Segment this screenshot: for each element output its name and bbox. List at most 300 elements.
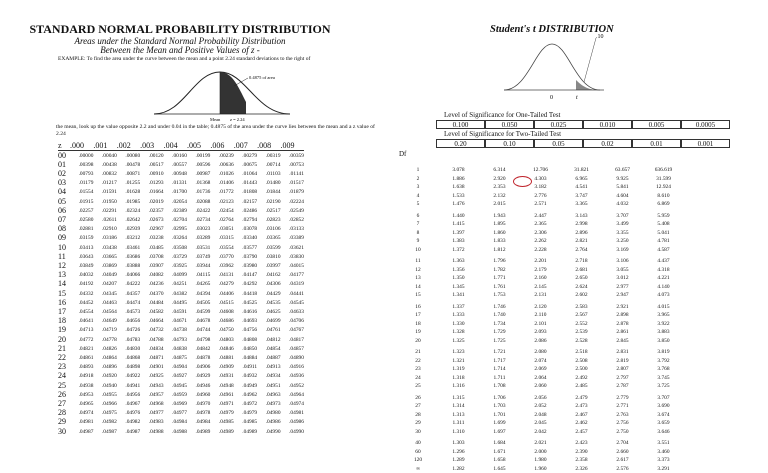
df-value: 2 [398, 175, 438, 184]
t-critical-value: 3.291 [643, 465, 684, 473]
area-value: .03340 [234, 233, 257, 242]
t-critical-value: 1.638 [438, 183, 479, 192]
table-row [58, 298, 304, 307]
area-value: .04941 [117, 380, 140, 390]
df-value: 18 [398, 320, 438, 329]
area-value: .00871 [117, 169, 140, 178]
df-value: 60 [398, 448, 438, 457]
t-critical-value: 3.143 [561, 212, 602, 221]
t-tail-area [576, 80, 600, 90]
area-value: .04767 [281, 325, 304, 334]
area-value: .03944 [187, 261, 210, 270]
df-value: 12 [398, 266, 438, 275]
area-value: .04884 [234, 353, 257, 362]
table-row [58, 307, 304, 316]
t-critical-value: 2.779 [602, 394, 643, 403]
t-critical-value: 3.883 [643, 328, 684, 337]
area-value: .04535 [257, 298, 280, 307]
t-critical-value: 3.659 [643, 419, 684, 428]
t-critical-value: 636.619 [643, 166, 684, 175]
t-critical-value: 4.437 [643, 257, 684, 266]
table-row [58, 261, 304, 270]
area-value: .04972 [234, 399, 257, 408]
column-header: .004 [164, 140, 187, 151]
t-critical-value: 2.571 [520, 200, 561, 209]
area-value: .04986 [257, 417, 280, 426]
area-value: .02123 [210, 196, 233, 206]
t-critical-value: 4.604 [602, 192, 643, 201]
area-value: .04949 [234, 380, 257, 390]
df-value: 3 [398, 183, 438, 192]
t-critical-value: 31.821 [561, 166, 602, 175]
area-value: .04082 [140, 270, 163, 279]
t-critical-value: 2.921 [602, 303, 643, 312]
area-value: .04778 [93, 334, 116, 344]
area-value: .02019 [140, 196, 163, 206]
t-critical-value: 3.745 [643, 374, 684, 383]
t-critical-value: 2.771 [602, 402, 643, 411]
t-critical-value: 3.012 [602, 274, 643, 283]
t-critical-value: 2.262 [520, 237, 561, 246]
area-value: .03621 [281, 242, 304, 252]
area-value: .04878 [187, 353, 210, 362]
t-critical-value: 1.706 [479, 394, 520, 403]
t-critical-value: 2.898 [602, 311, 643, 320]
area-value: .04573 [117, 307, 140, 316]
df-value: 7 [398, 220, 438, 229]
one-tailed-label: Level of Significance for One-Tailed Test [436, 110, 730, 120]
t-critical-value: 1.697 [479, 428, 520, 437]
area-value: .02580 [70, 215, 93, 224]
t-table [398, 166, 684, 473]
df-header: Df [399, 150, 406, 158]
area-value: .04686 [210, 316, 233, 325]
two-tailed-row [436, 139, 730, 148]
table-row [398, 320, 684, 329]
area-value: .04989 [210, 426, 233, 436]
table-row [58, 169, 304, 178]
area-value: .04916 [281, 362, 304, 371]
t-critical-value: 4.303 [520, 175, 561, 184]
area-value: .04943 [140, 380, 163, 390]
t-critical-value: 2.145 [520, 283, 561, 292]
area-value: .02704 [164, 215, 187, 224]
t-critical-value: 2.365 [520, 220, 561, 229]
area-value: .04977 [140, 408, 163, 417]
df-value: 26 [398, 394, 438, 403]
area-value: .04868 [117, 353, 140, 362]
area-value: .04977 [164, 408, 187, 417]
area-value: .04989 [187, 426, 210, 436]
area-value: .04429 [257, 288, 280, 298]
area-value: .03577 [234, 242, 257, 252]
t-critical-value: 2.179 [520, 266, 561, 275]
area-value: .04846 [210, 344, 233, 353]
area-value: .02881 [70, 224, 93, 233]
df-value: 27 [398, 402, 438, 411]
normal-title: STANDARD NORMAL PROBABILITY DISTRIBUTION [0, 22, 360, 37]
table-row [398, 448, 684, 457]
t-critical-value: 3.169 [602, 246, 643, 255]
area-value: .02910 [93, 224, 116, 233]
table-row [58, 196, 304, 206]
area-value: .04893 [70, 362, 93, 371]
area-value: .04938 [70, 380, 93, 390]
z-value: 16 [58, 298, 70, 307]
area-value: .04970 [187, 399, 210, 408]
area-value: .00753 [281, 160, 304, 169]
area-value: .04957 [140, 390, 163, 399]
df-value: 29 [398, 419, 438, 428]
table-row [58, 316, 304, 325]
area-value: .02734 [187, 215, 210, 224]
area-value: .01064 [234, 169, 257, 178]
t-critical-value: 2.845 [602, 337, 643, 346]
area-value: .04066 [117, 270, 140, 279]
area-value: .04952 [281, 380, 304, 390]
t-critical-value: 1.699 [479, 419, 520, 428]
table-row [398, 419, 684, 428]
t-critical-value: 1.310 [438, 428, 479, 437]
t-critical-value: 2.681 [561, 266, 602, 275]
z-value: 09 [58, 233, 70, 242]
z-value: 00 [58, 151, 70, 161]
df-value: ∞ [398, 465, 438, 473]
t-critical-value: 2.052 [520, 402, 561, 411]
two-tailed-level: 0.05 [534, 139, 583, 148]
area-value: .01879 [281, 187, 304, 196]
area-value: .04974 [281, 399, 304, 408]
t-critical-value: 3.250 [602, 237, 643, 246]
area-value: .01443 [234, 178, 257, 187]
area-value: .02224 [281, 196, 304, 206]
area-value: .03665 [93, 252, 116, 261]
area-value: .02088 [187, 196, 210, 206]
area-value: .04898 [117, 362, 140, 371]
area-value: .04987 [70, 426, 93, 436]
t-critical-value: 5.041 [643, 229, 684, 238]
area-value: .04875 [164, 353, 187, 362]
t-critical-value: 3.055 [602, 266, 643, 275]
t-critical-value: 1.363 [438, 257, 479, 266]
z-value: 03 [58, 178, 70, 187]
area-value: .04821 [70, 344, 93, 353]
area-value: .04838 [164, 344, 187, 353]
table-row [58, 270, 304, 279]
table-row [398, 237, 684, 246]
area-value: .04962 [234, 390, 257, 399]
area-value: .03686 [117, 252, 140, 261]
area-value: .04515 [210, 298, 233, 307]
t-critical-value: 2.528 [561, 337, 602, 346]
area-value: .04357 [117, 288, 140, 298]
t-critical-value: 2.326 [561, 465, 602, 473]
area-value: .04963 [257, 390, 280, 399]
t-critical-value: 2.896 [561, 229, 602, 238]
one-tailed-level: 0.010 [583, 120, 632, 129]
t-critical-value: 1.296 [438, 448, 479, 457]
area-value: .04678 [187, 316, 210, 325]
area-value: .04911 [234, 362, 257, 371]
area-value: .03790 [234, 252, 257, 261]
table-row [398, 439, 684, 448]
t-critical-value: 1.415 [438, 220, 479, 229]
area-value: .03212 [117, 233, 140, 242]
t-critical-value: 1.341 [438, 291, 479, 300]
table-row [398, 365, 684, 374]
table-row [398, 328, 684, 337]
table-row [398, 283, 684, 292]
area-value: .00398 [70, 160, 93, 169]
df-value: 11 [398, 257, 438, 266]
z-value: 05 [58, 196, 70, 206]
t-critical-value: 4.221 [643, 274, 684, 283]
area-value: .04987 [117, 426, 140, 436]
t-critical-value: 4.032 [602, 200, 643, 209]
t-critical-value: 2.821 [561, 237, 602, 246]
area-value: .04989 [234, 426, 257, 436]
t-critical-value: 1.761 [479, 283, 520, 292]
t-critical-value: 1.330 [438, 320, 479, 329]
area-value: .00596 [187, 160, 210, 169]
t-critical-value: 1.440 [438, 212, 479, 221]
t-critical-value: 1.684 [479, 439, 520, 448]
area-value: .04931 [210, 371, 233, 380]
t-critical-value: 1.337 [438, 303, 479, 312]
t-critical-value: 2.069 [520, 365, 561, 374]
area-value: .04582 [140, 307, 163, 316]
area-value: .03389 [281, 233, 304, 242]
t-critical-value: 2.947 [602, 291, 643, 300]
z-value: 01 [58, 160, 70, 169]
t-critical-value: 2.998 [561, 220, 602, 229]
area-value: .04985 [210, 417, 233, 426]
area-value: .04959 [164, 390, 187, 399]
one-tailed-level: 0.025 [534, 120, 583, 129]
area-value: .04967 [117, 399, 140, 408]
t-critical-value: 1.812 [479, 246, 520, 255]
t-critical-value: 3.551 [643, 439, 684, 448]
significance-header [436, 110, 730, 148]
t-critical-value: 2.086 [520, 337, 561, 346]
t-critical-value: 1.383 [438, 237, 479, 246]
area-value: .01554 [70, 187, 93, 196]
area-value: .03051 [210, 224, 233, 233]
area-value: .04953 [70, 390, 93, 399]
t-critical-value: 1.282 [438, 465, 479, 473]
area-value: .04616 [234, 307, 257, 316]
table-row [58, 187, 304, 196]
area-value: .00120 [140, 151, 163, 161]
t-critical-value: 1.753 [479, 291, 520, 300]
area-value: .04936 [281, 371, 304, 380]
area-value: .04982 [117, 417, 140, 426]
z-value: 17 [58, 307, 70, 316]
area-value: .04406 [210, 288, 233, 298]
area-value: .04906 [187, 362, 210, 371]
t-critical-value: 2.101 [520, 320, 561, 329]
two-tailed-level: 0.01 [632, 139, 681, 148]
t-critical-value: 1.323 [438, 348, 479, 357]
t-critical-value: 2.756 [602, 419, 643, 428]
area-value: .04834 [140, 344, 163, 353]
table-row [398, 212, 684, 221]
z-value: 14 [58, 279, 70, 288]
t-critical-value: 3.182 [520, 183, 561, 192]
t-critical-value: 1.701 [479, 411, 520, 420]
area-value: .02389 [164, 206, 187, 215]
table-row [398, 220, 684, 229]
area-value: .04744 [187, 325, 210, 334]
column-header: .008 [257, 140, 280, 151]
t-critical-value: 2.807 [602, 365, 643, 374]
t-critical-value: 1.895 [479, 220, 520, 229]
z-value: 02 [58, 169, 70, 178]
area-value: .04608 [210, 307, 233, 316]
t-critical-value: 4.318 [643, 266, 684, 275]
table-row [398, 337, 684, 346]
area-value: .04830 [117, 344, 140, 353]
table-row [398, 311, 684, 320]
t-critical-value: 1.325 [438, 337, 479, 346]
table-row [398, 357, 684, 366]
area-value: .03289 [187, 233, 210, 242]
area-value: .00160 [164, 151, 187, 161]
t-critical-value: 1.980 [520, 456, 561, 465]
area-value: .01103 [257, 169, 280, 178]
area-value: .03849 [70, 261, 93, 270]
area-value: .04857 [281, 344, 304, 353]
area-value: .04015 [281, 261, 304, 270]
t-critical-value: 5.959 [643, 212, 684, 221]
area-value: .04913 [257, 362, 280, 371]
area-value: .00199 [187, 151, 210, 161]
area-value: .04890 [281, 353, 304, 362]
area-value: .04599 [187, 307, 210, 316]
t-critical-value: 1.833 [479, 237, 520, 246]
t-critical-value: 2.015 [479, 200, 520, 209]
area-value: .01480 [257, 178, 280, 187]
t-critical-value: 1.313 [438, 411, 479, 420]
area-value: .04750 [210, 325, 233, 334]
area-value: .04418 [234, 288, 257, 298]
area-value: .04951 [257, 380, 280, 390]
t-critical-value: 2.861 [602, 328, 643, 337]
one-tailed-level: 0.100 [436, 120, 485, 129]
area-value: .03365 [257, 233, 280, 242]
t-critical-value: 1.729 [479, 328, 520, 337]
area-value: .04979 [210, 408, 233, 417]
area-value: .04251 [164, 279, 187, 288]
z-value: 11 [58, 252, 70, 261]
t-critical-value: 2.977 [602, 283, 643, 292]
area-value: .03749 [187, 252, 210, 261]
table-row [58, 224, 304, 233]
df-value: 8 [398, 229, 438, 238]
t-critical-value: 2.518 [561, 348, 602, 357]
area-value: .02995 [164, 224, 187, 233]
area-value: .04990 [257, 426, 280, 436]
area-value: .00080 [117, 151, 140, 161]
t-critical-value: 3.106 [602, 257, 643, 266]
table-row [58, 252, 304, 261]
df-value: 28 [398, 411, 438, 420]
area-value: .03106 [257, 224, 280, 233]
df-value: 24 [398, 374, 438, 383]
table-row [58, 288, 304, 298]
t-critical-value: 2.358 [561, 456, 602, 465]
area-value: .04966 [93, 399, 116, 408]
z-value: 13 [58, 270, 70, 279]
area-value: .04909 [210, 362, 233, 371]
z-value: 20 [58, 334, 70, 344]
area-value: .03238 [140, 233, 163, 242]
table-row [58, 353, 304, 362]
area-value: .04345 [93, 288, 116, 298]
area-value: .01517 [281, 178, 304, 187]
area-value: .04986 [281, 417, 304, 426]
area-value: .01664 [140, 187, 163, 196]
area-value: .00910 [140, 169, 163, 178]
t-critical-value: 2.485 [561, 382, 602, 391]
area-value: .04929 [187, 371, 210, 380]
example-text: EXAMPLE: To find the area under the curve between the mean and a point 2.24 standard deviations to the right of [58, 56, 310, 62]
area-value: .04808 [234, 334, 257, 344]
note-text: the mean, look up the value opposite 2.2 and under 0.04 in the table; 0.4875 of the area under the curve lies between the mean and a z value of 2.24 [56, 124, 386, 138]
t-critical-value: 1.703 [479, 402, 520, 411]
column-header: .000 [70, 140, 93, 151]
t-critical-value: 2.583 [561, 303, 602, 312]
area-value: .04671 [164, 316, 187, 325]
t-critical-value: 2.617 [602, 456, 643, 465]
area-value: .04981 [281, 408, 304, 417]
area-value: .04980 [257, 408, 280, 417]
table-row [58, 362, 304, 371]
t-critical-value: 1.721 [479, 348, 520, 357]
area-value: .04545 [281, 298, 304, 307]
area-value: .04965 [70, 399, 93, 408]
area-value: .04463 [93, 298, 116, 307]
area-value: .00239 [210, 151, 233, 161]
table-row [398, 246, 684, 255]
area-value: .01255 [117, 178, 140, 187]
table-row [398, 200, 684, 209]
t-critical-value: 2.797 [602, 374, 643, 383]
area-value: .04192 [70, 279, 93, 288]
t-critical-value: 2.048 [520, 411, 561, 420]
t-critical-value: 2.467 [561, 411, 602, 420]
area-value: .01985 [117, 196, 140, 206]
area-value: .02291 [93, 206, 116, 215]
t-critical-value: 2.878 [602, 320, 643, 329]
area-value: .03869 [93, 261, 116, 270]
t-critical-value: 31.599 [643, 175, 684, 184]
t-critical-value: 2.718 [561, 257, 602, 266]
z-value: 12 [58, 261, 70, 270]
column-header: .009 [281, 140, 304, 151]
area-value: .04788 [140, 334, 163, 344]
area-value: .00319 [257, 151, 280, 161]
t-critical-value: 3.690 [643, 402, 684, 411]
area-value: .00675 [234, 160, 257, 169]
z-value: 08 [58, 224, 70, 233]
df-value: 9 [398, 237, 438, 246]
area-value: .02794 [234, 215, 257, 224]
column-header: .003 [140, 140, 163, 151]
table-row [58, 325, 304, 334]
area-value: .02823 [257, 215, 280, 224]
area-value: .03023 [187, 224, 210, 233]
